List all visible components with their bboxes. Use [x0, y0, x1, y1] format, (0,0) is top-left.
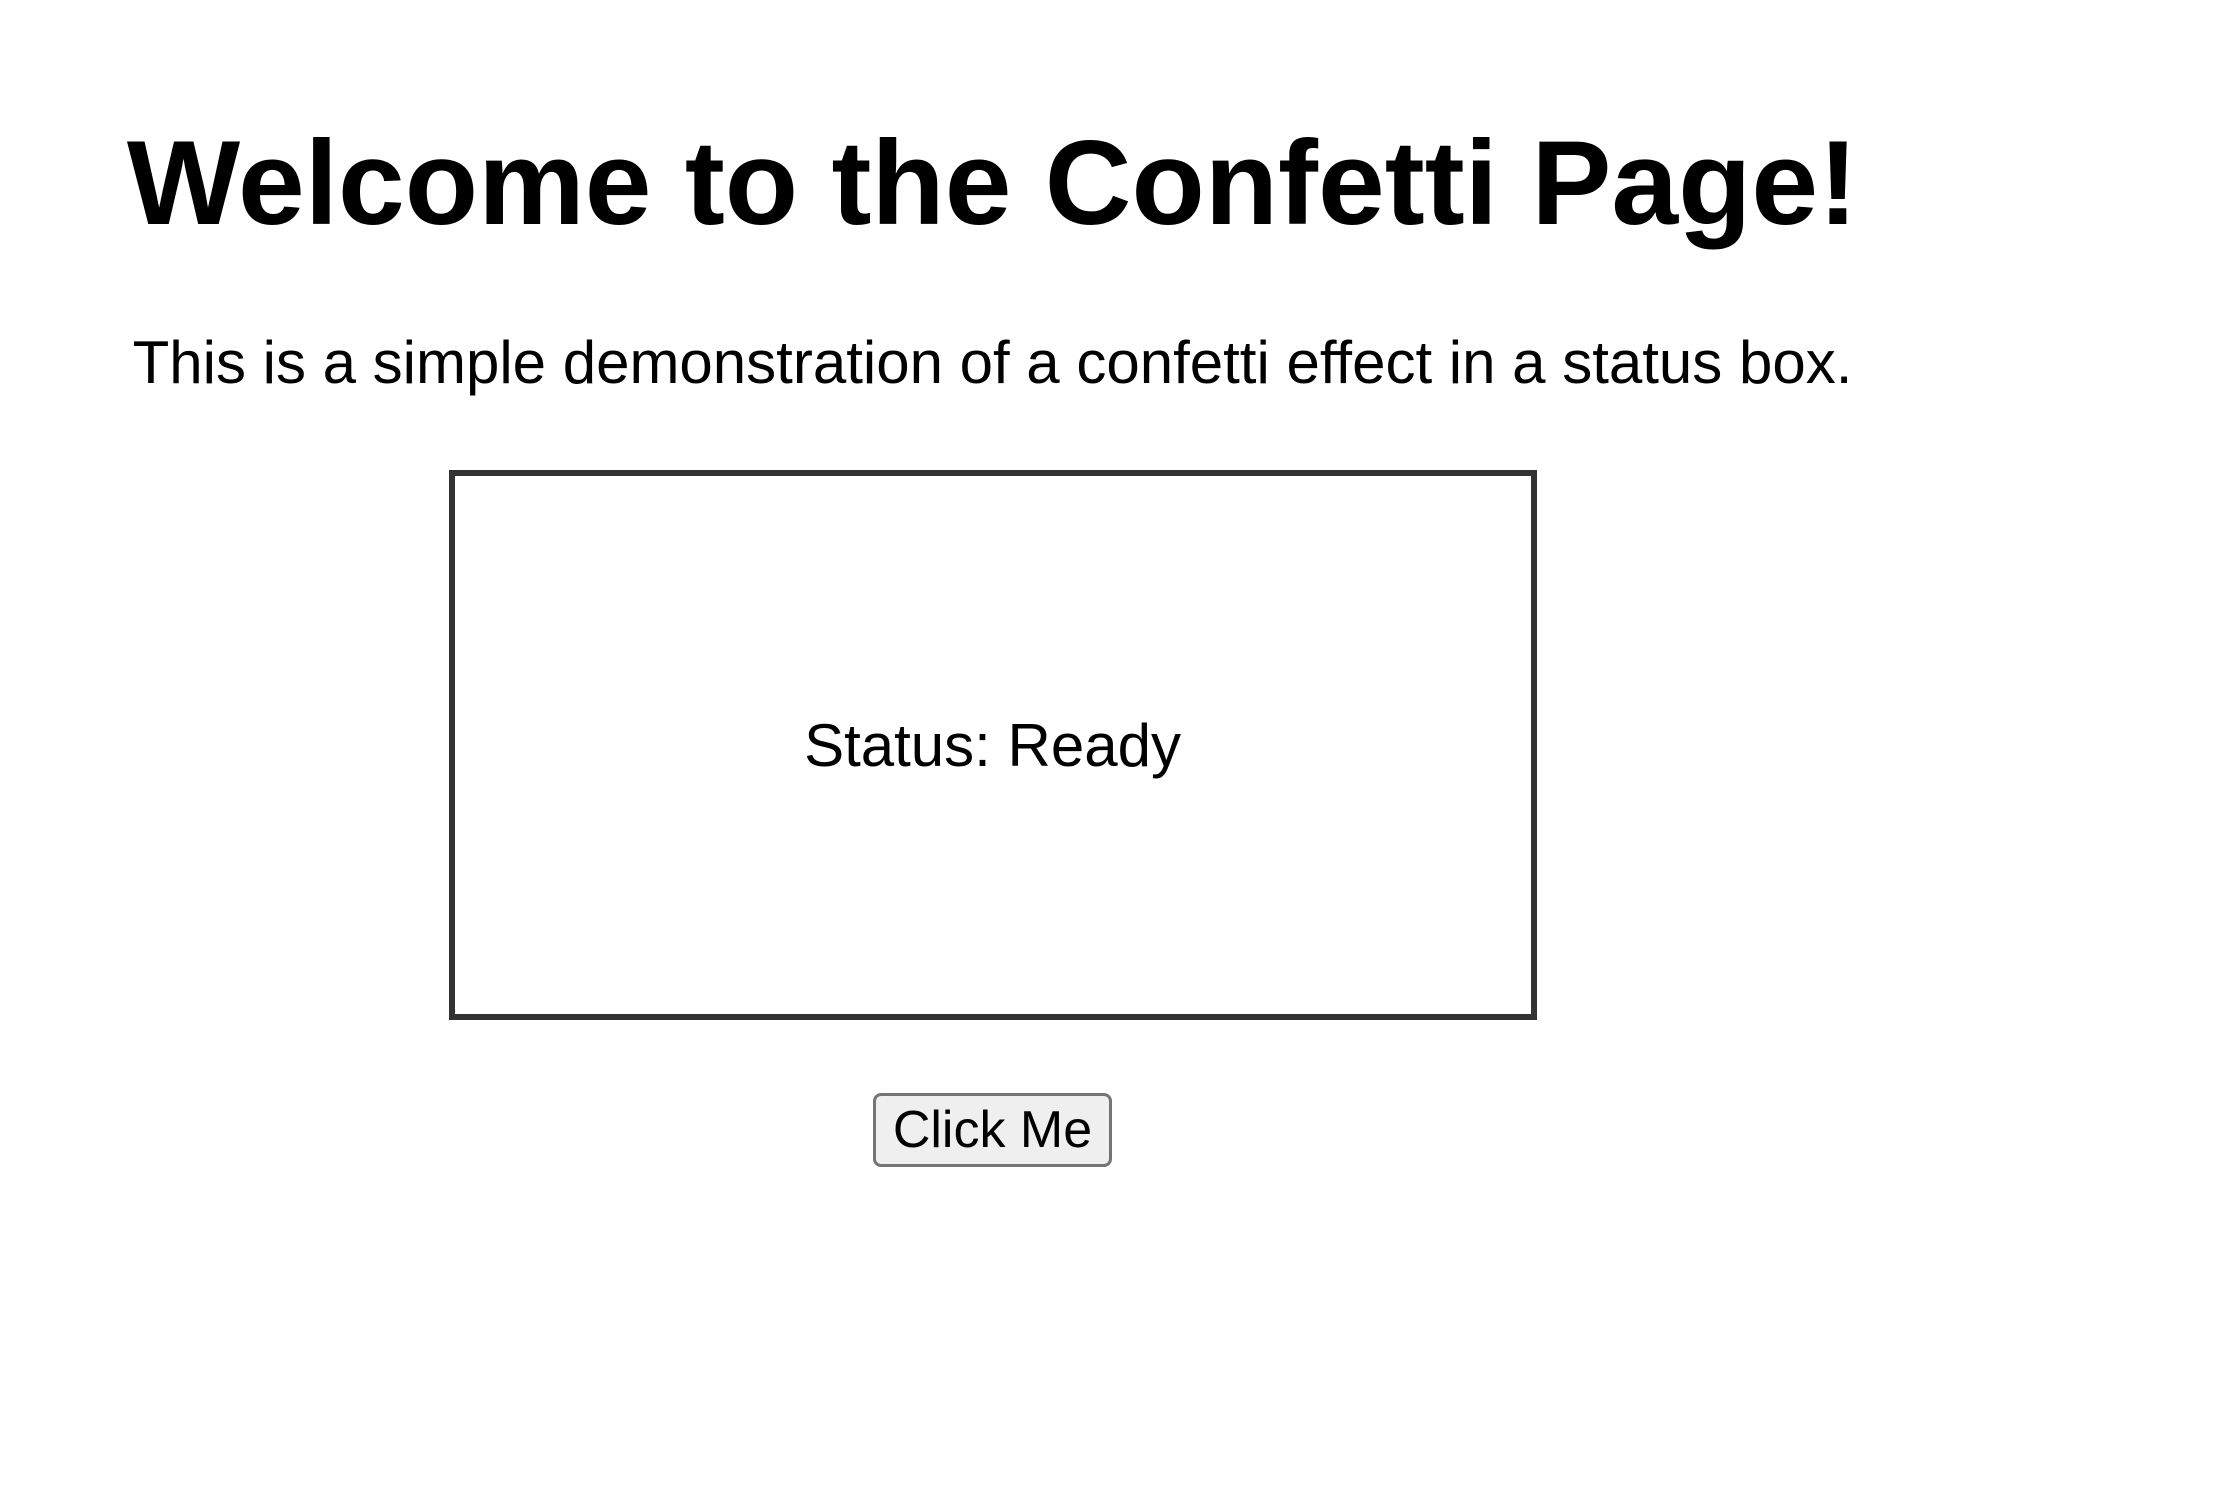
click-me-button[interactable]: Click Me [873, 1093, 1112, 1167]
page-subtitle: This is a simple demonstration of a confetti effect in a status box. [132, 329, 1853, 396]
status-box [449, 470, 1537, 1020]
page-title: Welcome to the Confetti Page! [126, 116, 1859, 250]
status-text: Status: Ready [804, 711, 1181, 779]
